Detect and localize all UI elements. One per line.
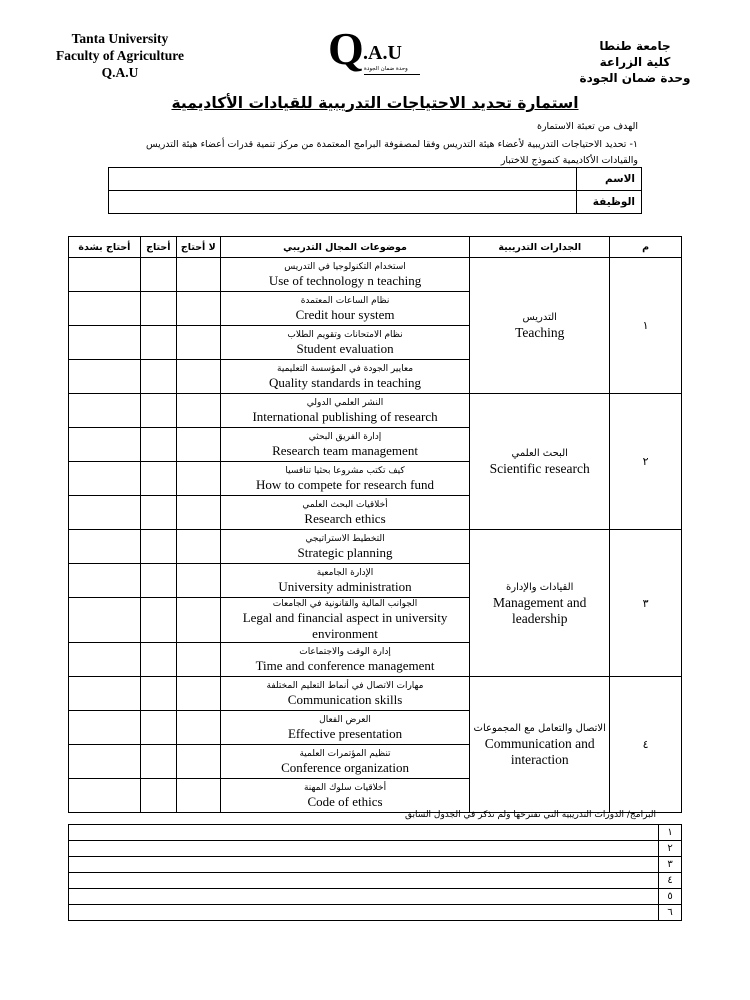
extra-row [69, 825, 682, 841]
strong-need-cell[interactable] [69, 292, 141, 326]
topic-en: Conference organization [281, 759, 409, 775]
topic-en: Student evaluation [296, 340, 394, 356]
extra-programs-label: البرامج/ الدورات التدريبية التي تقترحها ولم تذكر في الجدول السابق [405, 810, 656, 820]
header-strong-need: أحتاج بشدة [69, 237, 141, 258]
no-need-cell[interactable] [176, 326, 220, 360]
table-header-row [69, 237, 682, 258]
topic-cell [220, 394, 470, 428]
extra-row [69, 905, 682, 921]
need-cell[interactable] [140, 745, 176, 779]
header-ar-line: جامعة طنطا [599, 39, 671, 53]
strong-need-cell[interactable] [69, 428, 141, 462]
extra-field[interactable] [69, 841, 659, 857]
extra-field[interactable] [69, 873, 659, 889]
table-row [69, 530, 682, 564]
name-row [109, 168, 642, 191]
topic-ar: مهارات الاتصال في أنماط التعليم المختلفة [266, 680, 424, 691]
extra-field[interactable] [69, 825, 659, 841]
extra-field[interactable] [69, 889, 659, 905]
extra-row-number: ٥ [659, 889, 682, 905]
topic-cell [220, 360, 470, 394]
topic-cell [220, 462, 470, 496]
header-en-line: Tanta University [71, 31, 169, 46]
strong-need-cell[interactable] [69, 564, 141, 598]
logo-q: Q [328, 23, 364, 74]
extra-row-number: ٢ [659, 841, 682, 857]
no-need-cell[interactable] [176, 360, 220, 394]
extra-row [69, 857, 682, 873]
logo-subtitle: وحدة ضمان الجودة [364, 66, 408, 72]
no-need-cell[interactable] [176, 530, 220, 564]
topic-cell [220, 564, 470, 598]
topic-cell [220, 258, 470, 292]
topic-en: University administration [278, 578, 412, 594]
topic-cell [220, 326, 470, 360]
need-cell[interactable] [140, 496, 176, 530]
name-field[interactable] [109, 168, 577, 191]
area-ar: التدريس [522, 312, 557, 323]
strong-need-cell[interactable] [69, 598, 141, 643]
topic-cell [220, 745, 470, 779]
topic-cell [220, 711, 470, 745]
header-area: الجدارات التدريبية [470, 237, 610, 258]
topic-ar: إدارة الوقت والاجتماعات [299, 646, 391, 657]
training-needs-table [68, 236, 682, 813]
header-en-line: Faculty of Agriculture [56, 48, 184, 63]
need-cell[interactable] [140, 428, 176, 462]
topic-en: How to compete for research fund [256, 476, 435, 492]
need-cell[interactable] [140, 462, 176, 496]
objective-label: الهدف من تعبئة الاستمارة [536, 121, 638, 132]
topic-cell [220, 779, 470, 813]
header-en-line: Q.A.U [101, 65, 139, 80]
header-need: أحتاج [140, 237, 176, 258]
info-table [108, 167, 642, 214]
university-header-en [40, 30, 200, 81]
logo-au: .A.U [363, 42, 402, 64]
topic-en: International publishing of research [252, 408, 438, 424]
group-number: ١ [610, 258, 682, 394]
topic-en: Time and conference management [255, 657, 435, 673]
header-no-need: لا أحتاج [176, 237, 220, 258]
need-cell[interactable] [140, 360, 176, 394]
extra-row [69, 873, 682, 889]
topic-ar: أخلاقيات البحث العلمي [302, 499, 388, 510]
no-need-cell[interactable] [176, 745, 220, 779]
topic-ar: إدارة الفريق البحثي [308, 431, 382, 442]
area-en: Teaching [515, 325, 565, 340]
need-cell[interactable] [140, 677, 176, 711]
no-need-cell[interactable] [176, 462, 220, 496]
strong-need-cell[interactable] [69, 745, 141, 779]
university-header-ar [560, 38, 710, 86]
job-row [109, 191, 642, 214]
topic-en: Credit hour system [295, 306, 395, 322]
strong-need-cell[interactable] [69, 258, 141, 292]
need-cell[interactable] [140, 394, 176, 428]
area-ar: البحث العلمي [511, 448, 568, 459]
topic-en: Research team management [272, 442, 418, 458]
need-cell[interactable] [140, 711, 176, 745]
topic-en: Quality standards in teaching [269, 374, 422, 390]
name-label: الاسم [577, 168, 642, 191]
table-row [69, 677, 682, 711]
no-need-cell[interactable] [176, 643, 220, 677]
no-need-cell[interactable] [176, 564, 220, 598]
area-ar: الاتصال والتعامل مع المجموعات [473, 723, 606, 734]
strong-need-cell[interactable] [69, 779, 141, 813]
form-title: استمارة تحديد الاحتياجات التدريبية للقيادات الأكاديمية [171, 94, 579, 112]
strong-need-cell[interactable] [69, 496, 141, 530]
objective-item: ١- تحديد الاحتياجات التدريبية لأعضاء هيئة التدريس وفقا لمصفوفة البرامج المعتمدة من مركز تنمية قدرات أعضاء هيئة التدريس والقيادات الأكاديمية كنموذج للاختبار [145, 139, 638, 166]
need-cell[interactable] [140, 564, 176, 598]
no-need-cell[interactable] [176, 292, 220, 326]
extra-row-number: ٦ [659, 905, 682, 921]
topic-ar: كيف تكتب مشروعا بحثيا تنافسيا [285, 465, 405, 476]
topic-cell [220, 292, 470, 326]
topic-ar: استخدام التكنولوجيا في التدريس [284, 261, 406, 272]
extra-row [69, 889, 682, 905]
topic-en: Use of technology n teaching [268, 272, 422, 288]
extra-row [69, 841, 682, 857]
topic-en: Effective presentation [287, 725, 403, 741]
table-row [69, 394, 682, 428]
topic-cell [220, 496, 470, 530]
area-cell [470, 530, 610, 677]
topic-ar: الإدارة الجامعية [316, 567, 374, 578]
strong-need-cell[interactable] [69, 462, 141, 496]
topic-ar: النشر العلمي الدولي [306, 397, 384, 408]
area-cell [470, 677, 610, 813]
logo-underline [364, 74, 420, 75]
qau-logo [328, 23, 428, 80]
need-cell[interactable] [140, 530, 176, 564]
need-cell[interactable] [140, 326, 176, 360]
header-ar-line: كلية الزراعة [599, 55, 671, 69]
area-ar: القيادات والإدارة [506, 581, 574, 593]
header-topics: موضوعات المجال التدريبي [220, 237, 470, 258]
need-cell[interactable] [140, 779, 176, 813]
topic-en: Legal and financial aspect in university environment [242, 610, 448, 641]
topic-ar: التخطيط الاستراتيجي [305, 533, 385, 544]
topic-ar: الجوانب المالية والقانونية في الجامعات [272, 599, 418, 609]
job-field[interactable] [109, 191, 577, 214]
topic-en: Strategic planning [297, 544, 393, 560]
extra-row-number: ١ [659, 825, 682, 841]
topic-cell [220, 643, 470, 677]
area-en: Communication and interaction [484, 736, 595, 767]
no-need-cell[interactable] [176, 677, 220, 711]
topic-ar: تنظيم المؤتمرات العلمية [299, 748, 391, 759]
no-need-cell[interactable] [176, 428, 220, 462]
topic-en: Communication skills [287, 691, 403, 707]
topic-ar: نظام الامتحانات وتقويم الطلاب [287, 329, 403, 340]
no-need-cell[interactable] [176, 258, 220, 292]
strong-need-cell[interactable] [69, 530, 141, 564]
no-need-cell[interactable] [176, 711, 220, 745]
extra-field[interactable] [69, 905, 659, 921]
topic-en: Research ethics [304, 510, 386, 526]
group-number: ٤ [610, 677, 682, 813]
need-cell[interactable] [140, 292, 176, 326]
job-label: الوظيفة [577, 191, 642, 214]
header-ar-line: وحدة ضمان الجودة [579, 71, 691, 85]
table-row [69, 258, 682, 292]
topic-ar: نظام الساعات المعتمدة [300, 295, 390, 306]
strong-need-cell[interactable] [69, 677, 141, 711]
topic-cell [220, 530, 470, 564]
topic-en: Code of ethics [307, 793, 383, 809]
topic-ar: العرض الفعال [319, 714, 371, 725]
extra-row-number: ٤ [659, 873, 682, 889]
strong-need-cell[interactable] [69, 360, 141, 394]
topic-ar: معايير الجودة في المؤسسة التعليمية [277, 363, 414, 374]
area-cell [470, 394, 610, 530]
extra-programs-table [68, 824, 682, 921]
no-need-cell[interactable] [176, 779, 220, 813]
strong-need-cell[interactable] [69, 394, 141, 428]
no-need-cell[interactable] [176, 496, 220, 530]
topic-cell [220, 677, 470, 711]
area-cell [470, 258, 610, 394]
topic-ar: أخلاقيات سلوك المهنة [303, 782, 387, 793]
no-need-cell[interactable] [176, 598, 220, 643]
group-number: ٢ [610, 394, 682, 530]
topic-cell [220, 598, 470, 643]
extra-field[interactable] [69, 857, 659, 873]
extra-row-number: ٣ [659, 857, 682, 873]
strong-need-cell[interactable] [69, 326, 141, 360]
need-cell[interactable] [140, 643, 176, 677]
strong-need-cell[interactable] [69, 711, 141, 745]
area-en: Management and leadership [493, 594, 587, 626]
area-en: Scientific research [489, 461, 590, 476]
need-cell[interactable] [140, 258, 176, 292]
need-cell[interactable] [140, 598, 176, 643]
header-num: م [610, 237, 682, 258]
topic-cell [220, 428, 470, 462]
strong-need-cell[interactable] [69, 643, 141, 677]
no-need-cell[interactable] [176, 394, 220, 428]
group-number: ٣ [610, 530, 682, 677]
